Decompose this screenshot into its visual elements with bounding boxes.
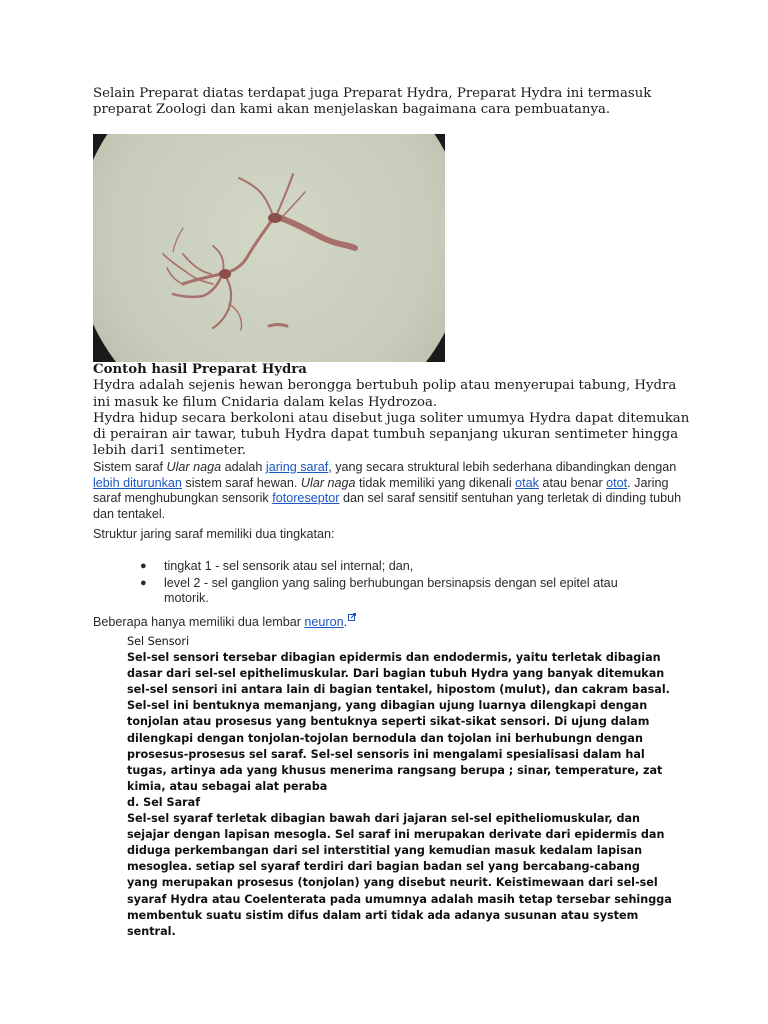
text-segment: sistem saraf hewan. (181, 475, 301, 490)
text-segment: , yang secara struktural lebih sederhana dibandingkan dengan (328, 460, 677, 474)
sel-sensori-body: Sel-sel sensori tersebar dibagian epidermis dan endodermis, yaitu terletak dibagian dasar dari sel-sel epithelimuskular. Dari bagian tubuh Hydra yang banyak ditemukan sel-sel sensori ini antara lain di bagian tentakel, hipostom (mulut), dan cakram basal. Sel-sel ini bentuknya memanjang, yang dibagian ujung luarnya dilengkapi dengan tonjolan atau prosesus yang bentuknya seperti sikat-sikat sensori. Di ujung dalam dilengkapi dengan tonjolan-tojolan bernodula dan tojolan ini berhubungn dengan prosesus-prosesus sel saraf. Sel-sel sensoris ini mengalami spesialisasi dalam hal tugas, artinya ada yang khusus menerima rangsang berupa ; sinar, temperature, zat kimia, atau sebagai alat peraba (127, 651, 670, 793)
text-segment: adalah (221, 460, 266, 474)
list-item (140, 576, 660, 607)
text-segment: tidak memiliki yang dikenali (355, 475, 516, 490)
link-jaring-saraf[interactable]: jaring saraf (265, 460, 329, 474)
link-lebih-diturunkan[interactable]: lebih diturunkan (93, 475, 182, 490)
nerve-net-section (93, 460, 683, 522)
neuron-line (93, 613, 356, 631)
sel-saraf-heading: d. Sel Saraf (127, 795, 201, 809)
hydra-description (93, 362, 693, 460)
text-segment: Beberapa hanya memiliki dua lembar (93, 615, 305, 629)
link-fotoreseptor[interactable]: fotoreseptor (272, 491, 340, 505)
text-segment: . (343, 615, 348, 629)
text-segment: atau benar (538, 475, 607, 490)
text-segment: Sistem saraf (93, 460, 167, 474)
sel-sensori-heading: Sel Sensori (127, 635, 190, 648)
level-list (140, 559, 660, 608)
italic-term: Ular naga (300, 475, 356, 490)
hydra-micrograph (93, 134, 445, 362)
list-item (140, 559, 660, 575)
list-item-text: tingkat 1 - sel sensorik atau sel internal; dan, (164, 559, 414, 573)
hydra-body-lower (219, 269, 231, 279)
hydra-micrograph-image (93, 134, 445, 362)
list-item-text: level 2 - sel ganglion yang saling berhubungan bersinapsis dengan sel epitel atau motorik. (164, 575, 618, 605)
cell-description-section (127, 634, 672, 940)
bullet-icon: ● (140, 560, 147, 572)
structure-heading: Struktur jaring saraf memiliki dua tingkatan: (93, 527, 335, 541)
link-neuron[interactable]: neuron (304, 615, 344, 629)
hydra-body-upper (268, 213, 282, 223)
hydra-paragraph-2: Hydra hidup secara berkoloni atau disebut juga soliter umumya Hydra dapat ditemukan di perairan air tawar, tubuh Hydra dapat tumbuh sepanjang ukuran sentimeter hingga lebih dari1 sentimeter. (93, 410, 690, 459)
text-segment: . Jaring saraf menghubungkan sensorik (93, 475, 669, 505)
bullet-icon: ● (140, 576, 147, 589)
text-segment: dan sel saraf sensitif sentuhan yang terletak di dinding tubuh dan tentakel. (93, 491, 682, 521)
italic-term: Ular naga (166, 460, 222, 474)
sel-saraf-body: Sel-sel syaraf terletak dibagian bawah dari jajaran sel-sel epitheliomuskular, dan sejajar dengan lapisan mesogla. Sel saraf ini merupakan derivate dari epidermis dan diduga perkembangan dari sel interstitial yang kemudian masuk kedalam lapisan mesoglea. setiap sel syaraf terdiri dari bagian badan sel yang bercabang-cabang yang merupakan prosesus (tonjolan) yang disebut neurit. Keistimewaan dari sel-sel syaraf Hydra atau Coelenterata pada umumnya adalah masih tetap tersebar sehingga membentuk suatu sistim difus dalam arti tidak ada adanya susunan atau system sentral. (127, 812, 672, 938)
hydra-paragraph-1: Hydra adalah sejenis hewan berongga bertubuh polip atau menyerupai tabung, Hydra ini masuk ke filum Cnidaria dalam kelas Hydrozoa. (93, 378, 677, 410)
external-link-icon[interactable] (348, 613, 356, 621)
intro-paragraph: Selain Preparat diatas terdapat juga Preparat Hydra, Preparat Hydra ini termasuk preparat Zoologi dan kami akan menjelaskan bagaimana cara pembuatanya. (93, 86, 652, 118)
microscope-field (93, 134, 445, 362)
figure-caption: Contoh hasil Preparat Hydra (93, 362, 307, 377)
nerve-net-paragraph (93, 460, 683, 522)
link-otak[interactable]: otak (515, 475, 539, 490)
link-otot[interactable]: otot (606, 475, 628, 490)
